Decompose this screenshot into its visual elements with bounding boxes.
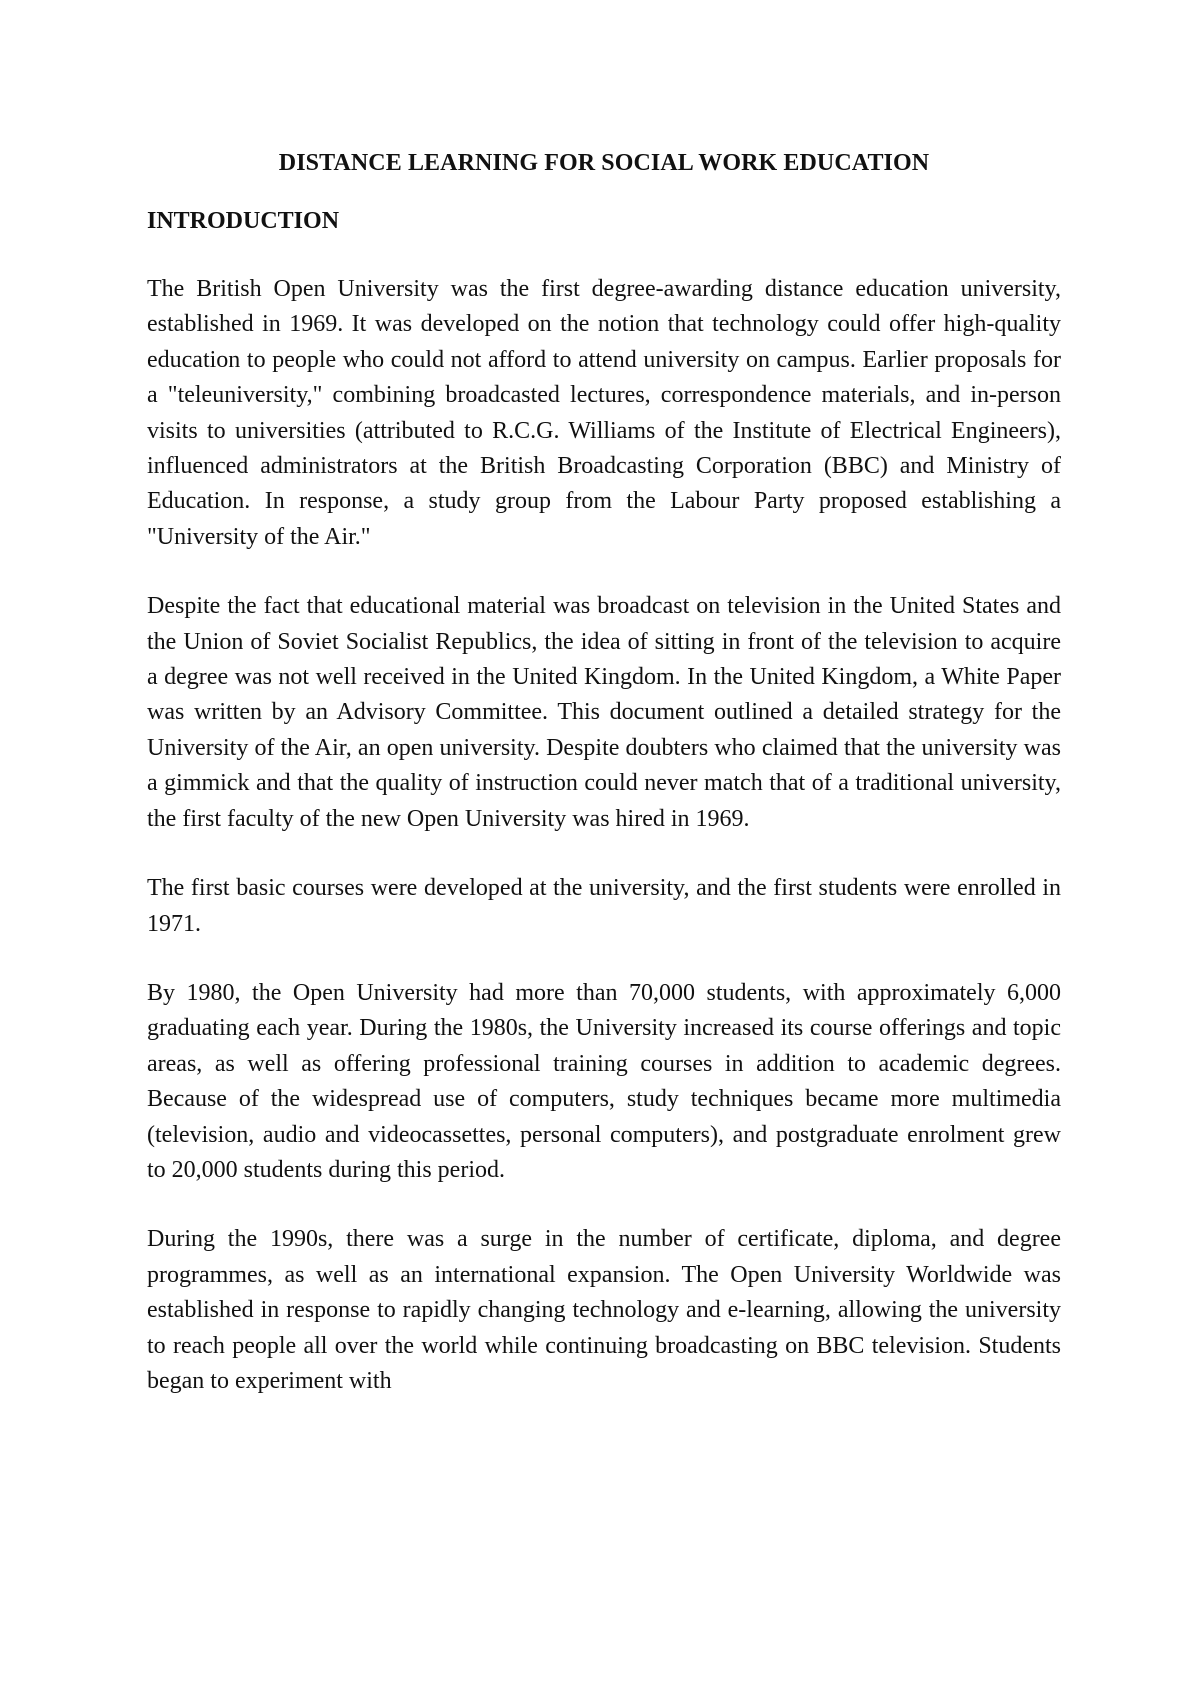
paragraph-4: By 1980, the Open University had more than 70,000 students, with approximately 6,000 graduating each year. During the 1980s, the University increased its course offerings and topic areas, as well as offering professional training courses in addition to academic degrees. Because of the widespread use of computers, study techniques became more multimedia (television, audio and videocassettes, personal computers), and postgraduate enrolment grew to 20,000 students during this period. xyxy=(147,979,1061,1183)
document-title: DISTANCE LEARNING FOR SOCIAL WORK EDUCATION xyxy=(278,150,930,176)
paragraph-3: The first basic courses were developed at the university, and the first students were enrolled in 1971. xyxy=(147,875,1061,937)
section-heading-introduction: INTRODUCTION xyxy=(147,208,340,234)
document-body xyxy=(147,146,1061,1399)
paragraph-5: During the 1990s, there was a surge in the number of certificate, diploma, and degree programmes, as well as an international expansion. The Open University Worldwide was established in response to rapidly changing technology and e-learning, allowing the university to reach people all over the world while continuing broadcasting on BBC television. Students began to experiment with xyxy=(147,1226,1061,1394)
paragraph-2: Despite the fact that educational material was broadcast on television in the United States and the Union of Soviet Socialist Republics, the idea of sitting in front of the television to acquire a degree was not well received in the United Kingdom. In the United Kingdom, a White Paper was written by an Advisory Committee. This document outlined a detailed strategy for the University of the Air, an open university. Despite doubters who claimed that the university was a gimmick and that the quality of instruction could never match that of a traditional university, the first faculty of the new Open University was hired in 1969. xyxy=(147,593,1061,832)
paragraph-1: The British Open University was the first degree-awarding distance education university, established in 1969. It was developed on the notion that technology could offer high-quality education to people who could not afford to attend university on campus. Earlier proposals for a "teleuniversity," combining broadcasted lectures, correspondence materials, and in-person visits to universities (attributed to R.C.G. Williams of the Institute of Electrical Engineers), influenced administrators at the British Broadcasting Corporation (BBC) and Ministry of Education. In response, a study group from the Labour Party proposed establishing a "University of the Air." xyxy=(147,276,1061,550)
